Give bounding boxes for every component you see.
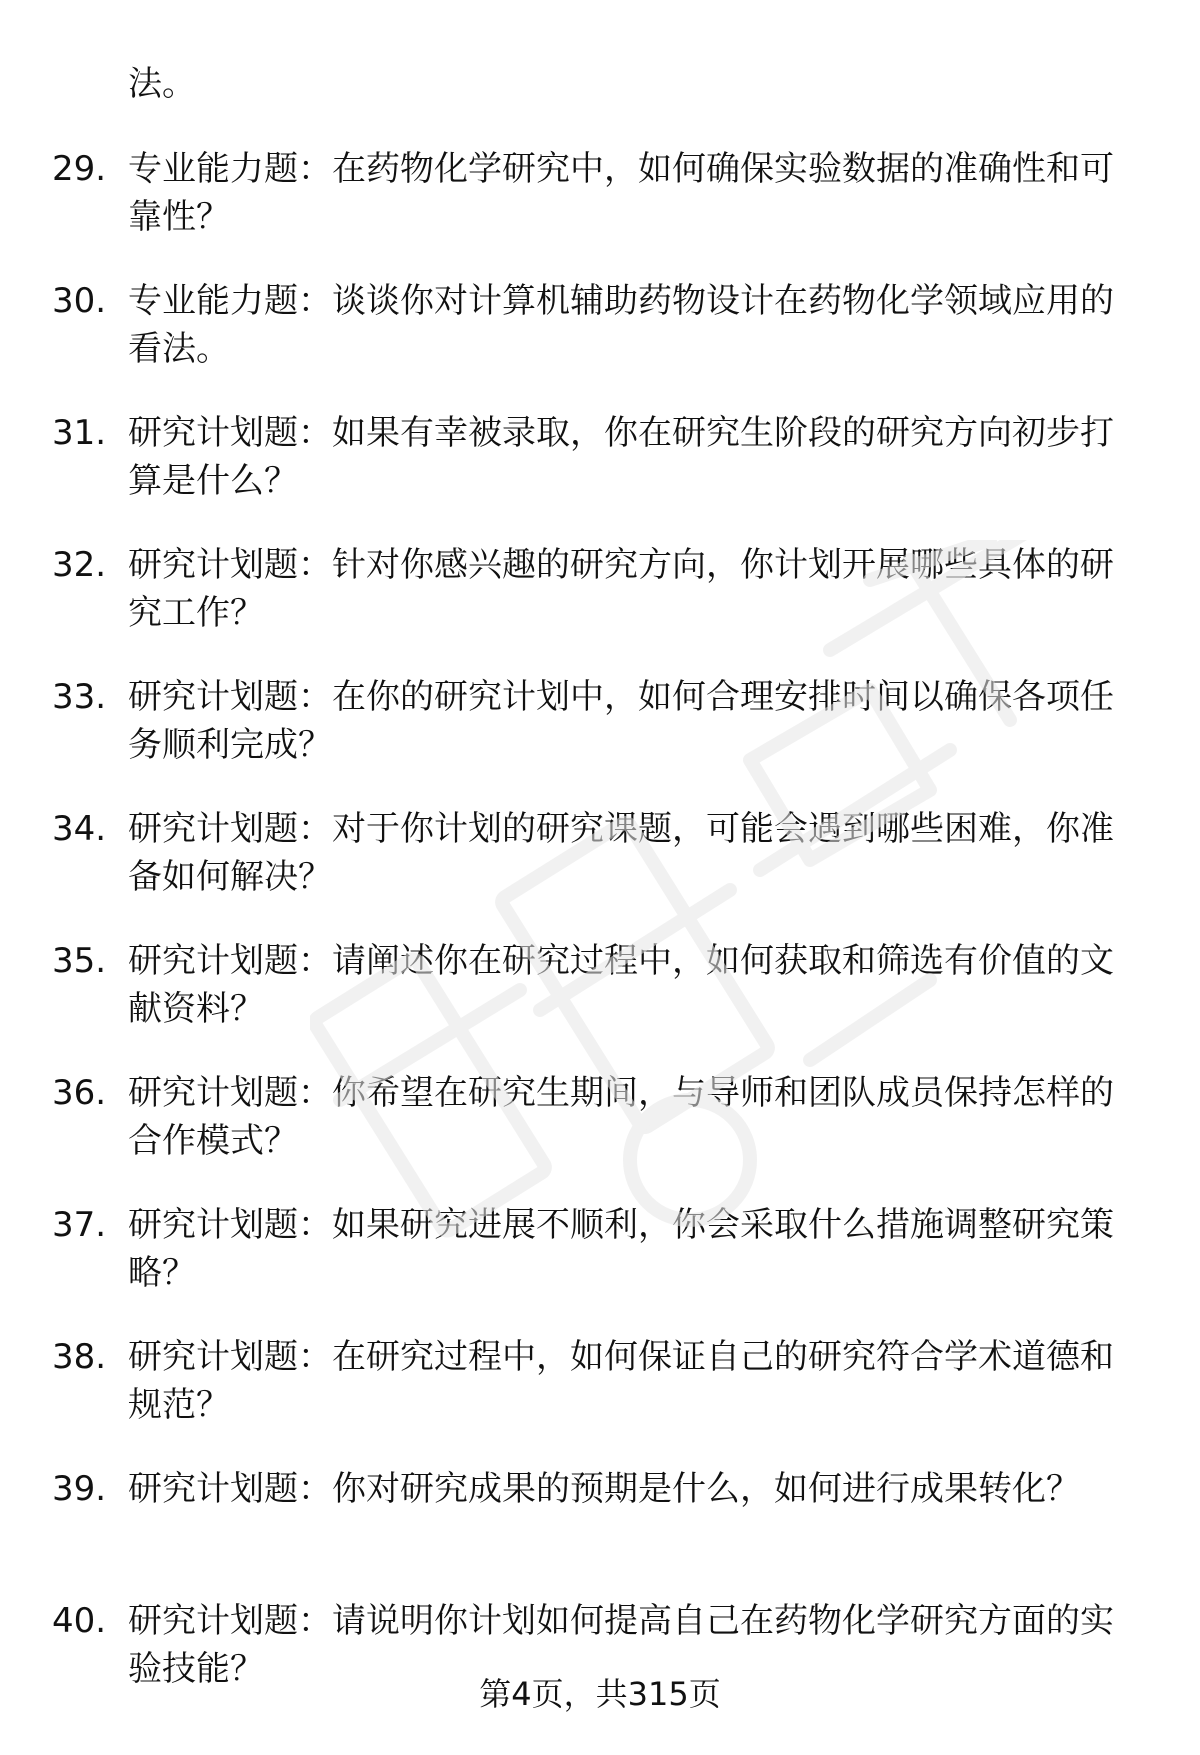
question-text: 研究计划题：在研究过程中，如何保证自己的研究符合学术道德和规范？ xyxy=(128,1337,1114,1425)
continued-text-fragment: 法。 xyxy=(128,64,196,104)
list-item xyxy=(0,277,1200,409)
list-item xyxy=(0,673,1200,805)
question-text: 研究计划题：针对你感兴趣的研究方向，你计划开展哪些具体的研究工作？ xyxy=(128,545,1114,633)
question-number: 36. xyxy=(52,1073,107,1113)
question-number: 37. xyxy=(52,1205,107,1245)
question-number: 38. xyxy=(52,1337,107,1377)
list-item xyxy=(0,541,1200,673)
question-number: 34. xyxy=(52,809,107,849)
question-text: 研究计划题：请阐述你在研究过程中，如何获取和筛选有价值的文献资料？ xyxy=(128,941,1114,1029)
question-number: 39. xyxy=(52,1469,107,1509)
question-number: 31. xyxy=(52,413,107,453)
question-number: 33. xyxy=(52,677,107,717)
list-item xyxy=(0,145,1200,277)
question-number: 35. xyxy=(52,941,107,981)
question-text: 专业能力题：谈谈你对计算机辅助药物设计在药物化学领域应用的看法。 xyxy=(128,281,1114,369)
question-list xyxy=(0,145,1200,1729)
list-item xyxy=(0,1201,1200,1333)
question-number: 30. xyxy=(52,281,107,321)
question-number: 32. xyxy=(52,545,107,585)
list-item xyxy=(0,1465,1200,1597)
question-text: 研究计划题：你希望在研究生期间，与导师和团队成员保持怎样的合作模式？ xyxy=(128,1073,1114,1161)
question-text: 研究计划题：在你的研究计划中，如何合理安排时间以确保各项任务顺利完成？ xyxy=(128,677,1114,765)
list-item xyxy=(0,1333,1200,1465)
question-text: 研究计划题：你对研究成果的预期是什么，如何进行成果转化？ xyxy=(128,1469,1080,1509)
list-item xyxy=(0,937,1200,1069)
page-footer: 第4页，共315页 xyxy=(479,1675,721,1713)
question-text: 研究计划题：如果有幸被录取，你在研究生阶段的研究方向初步打算是什么？ xyxy=(128,413,1114,501)
question-text: 专业能力题：在药物化学研究中，如何确保实验数据的准确性和可靠性？ xyxy=(128,149,1114,237)
question-number: 29. xyxy=(52,149,107,189)
question-text: 研究计划题：对于你计划的研究课题，可能会遇到哪些困难，你准备如何解决？ xyxy=(128,809,1114,897)
list-item xyxy=(0,1069,1200,1201)
question-number: 40. xyxy=(52,1601,107,1641)
question-text: 研究计划题：请说明你计划如何提高自己在药物化学研究方面的实验技能？ xyxy=(128,1601,1114,1689)
question-text: 研究计划题：如果研究进展不顺利，你会采取什么措施调整研究策略？ xyxy=(128,1205,1114,1293)
list-item xyxy=(0,805,1200,937)
list-item xyxy=(0,409,1200,541)
